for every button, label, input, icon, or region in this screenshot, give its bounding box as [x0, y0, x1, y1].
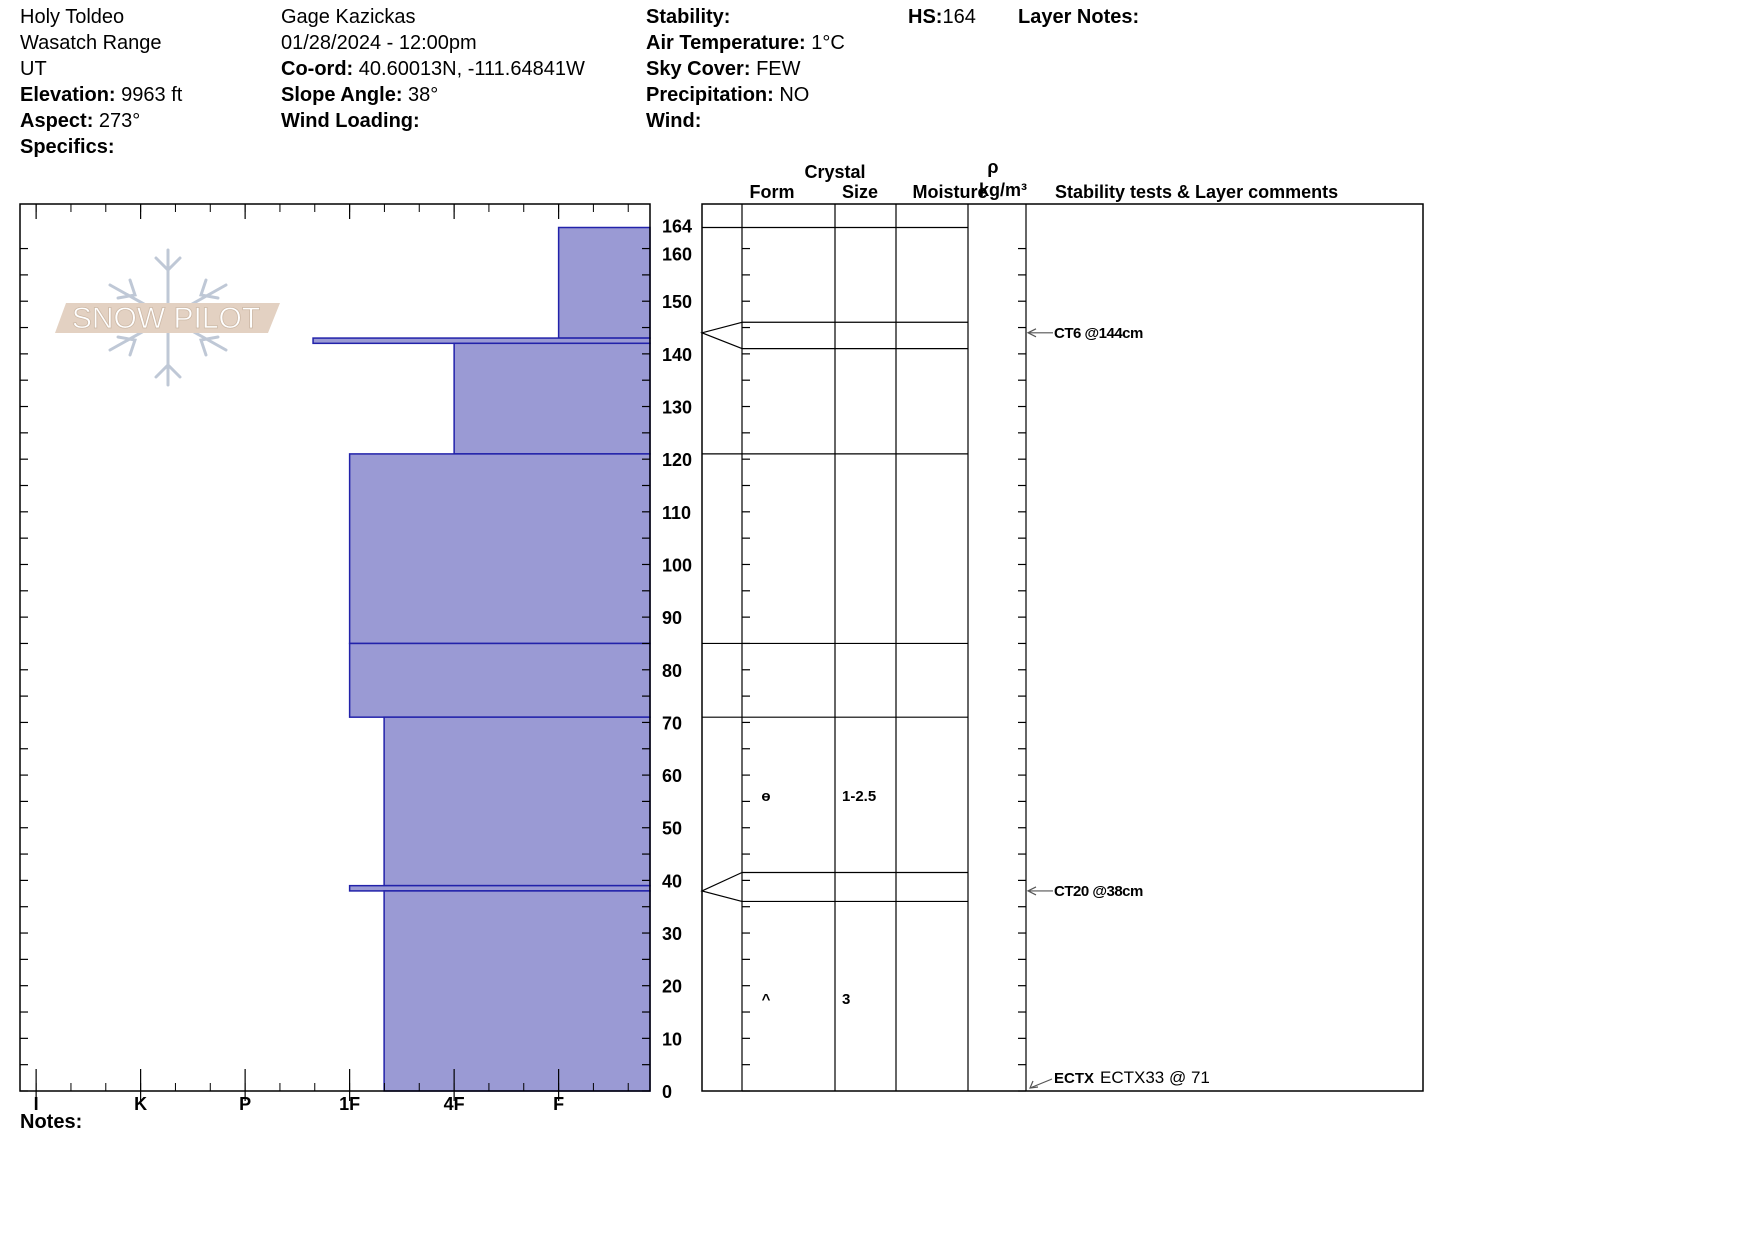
depth-tick-label: 120 [662, 450, 693, 471]
depth-tick-label: 160 [662, 244, 693, 265]
bottom-test-label: ECTX33 @ 71 [1100, 1068, 1210, 1087]
depth-tick-label: 100 [662, 555, 693, 576]
moisture-header: Moisture [912, 182, 988, 202]
depth-tick-label: 90 [662, 608, 683, 629]
hardness-tick-label: P [239, 1094, 252, 1114]
depth-tick-label: 50 [662, 818, 683, 839]
elevation: Elevation: 9963 ft [20, 84, 183, 106]
hardness-layer-bar [350, 886, 650, 891]
depth-tick-label: 70 [662, 713, 683, 734]
location-name: Holy Toldeo [20, 6, 125, 28]
slope-angle: Slope Angle: 38° [281, 84, 439, 106]
sky-cover: Sky Cover: FEW [646, 58, 801, 80]
depth-axis-labels [662, 217, 692, 1103]
state: UT [20, 58, 47, 80]
depth-tick-label: 130 [662, 397, 693, 418]
crystal-form-symbol: ^ [761, 990, 771, 1008]
crystal-size-value: 1-2.5 [842, 788, 877, 806]
hardness-tick-label: I [33, 1094, 39, 1114]
depth-tick-label: 80 [662, 660, 683, 681]
observation-datetime: 01/28/2024 - 12:00pm [281, 32, 477, 54]
hardness-tick-label: 1F [339, 1094, 361, 1114]
snow-pilot-logo [55, 250, 280, 385]
form-header: Form [749, 182, 795, 202]
depth-tick-label: 30 [662, 924, 683, 945]
stability: Stability: [646, 6, 731, 28]
depth-tick-label: 110 [662, 502, 692, 523]
depth-tick-label: 20 [662, 976, 683, 997]
hardness-tick-label: K [134, 1094, 148, 1114]
mountain-range: Wasatch Range [20, 32, 162, 54]
density-unit-header: kg/m³ [978, 180, 1028, 200]
hardness-layer-bar [384, 717, 650, 885]
weak-layer-chevron [702, 872, 742, 901]
hardness-tick-label: 4F [443, 1094, 465, 1114]
hardness-layer-bar [454, 343, 650, 454]
wind: Wind: [646, 110, 702, 132]
coordinates: Co-ord: 40.60013N, -111.64841W [281, 58, 585, 80]
hardness-layer-bar [384, 891, 650, 1091]
crystal-annotations [761, 788, 876, 1008]
hardness-layer-bar [350, 643, 650, 717]
bottom-test-code: ECTX [1054, 1070, 1095, 1087]
air-temperature: Air Temperature: 1°C [646, 32, 845, 54]
crystal-form-symbol: ɵ [761, 788, 771, 806]
depth-tick-label: 164 [662, 216, 693, 237]
snow-height: HS:164 [908, 6, 976, 28]
stability-comments-header: Stability tests & Layer comments [1055, 182, 1339, 202]
depth-tick-label: 40 [662, 871, 683, 892]
depth-tick-label: 140 [662, 344, 693, 365]
stability-test-label: CT20 @38cm [1054, 882, 1143, 900]
hardness-layer-bar [313, 338, 650, 343]
hardness-layer-bar [350, 454, 650, 644]
stability-tests [1028, 325, 1210, 1088]
depth-tick-label: 10 [662, 1029, 683, 1050]
hardness-axis-labels [34, 1094, 565, 1114]
density-rho-header: ρ [987, 157, 999, 177]
stability-test-label: CT6 @144cm [1054, 324, 1143, 342]
aspect: Aspect: 273° [20, 110, 141, 132]
observer-name: Gage Kazickas [281, 6, 416, 28]
specifics: Specifics: [20, 136, 115, 158]
wind-loading: Wind Loading: [281, 110, 420, 132]
svg-text:SNOW PILOT: SNOW PILOT [71, 302, 261, 335]
crystal-size-value: 3 [842, 990, 851, 1008]
notes-label: Notes: [20, 1111, 83, 1133]
crystal-header: Crystal [804, 162, 866, 182]
depth-tick-label: 60 [662, 766, 683, 787]
size-header: Size [841, 182, 879, 202]
depth-tick-label: 150 [662, 292, 693, 313]
hardness-layers [313, 228, 650, 1092]
hardness-tick-label: F [553, 1094, 565, 1114]
layer-notes: Layer Notes: [1018, 6, 1140, 28]
test-arrow-line [1030, 1079, 1052, 1088]
hardness-layer-bar [559, 228, 650, 339]
weak-layer-chevron [702, 322, 742, 348]
depth-tick-label: 0 [662, 1082, 673, 1102]
precipitation: Precipitation: NO [646, 84, 810, 106]
